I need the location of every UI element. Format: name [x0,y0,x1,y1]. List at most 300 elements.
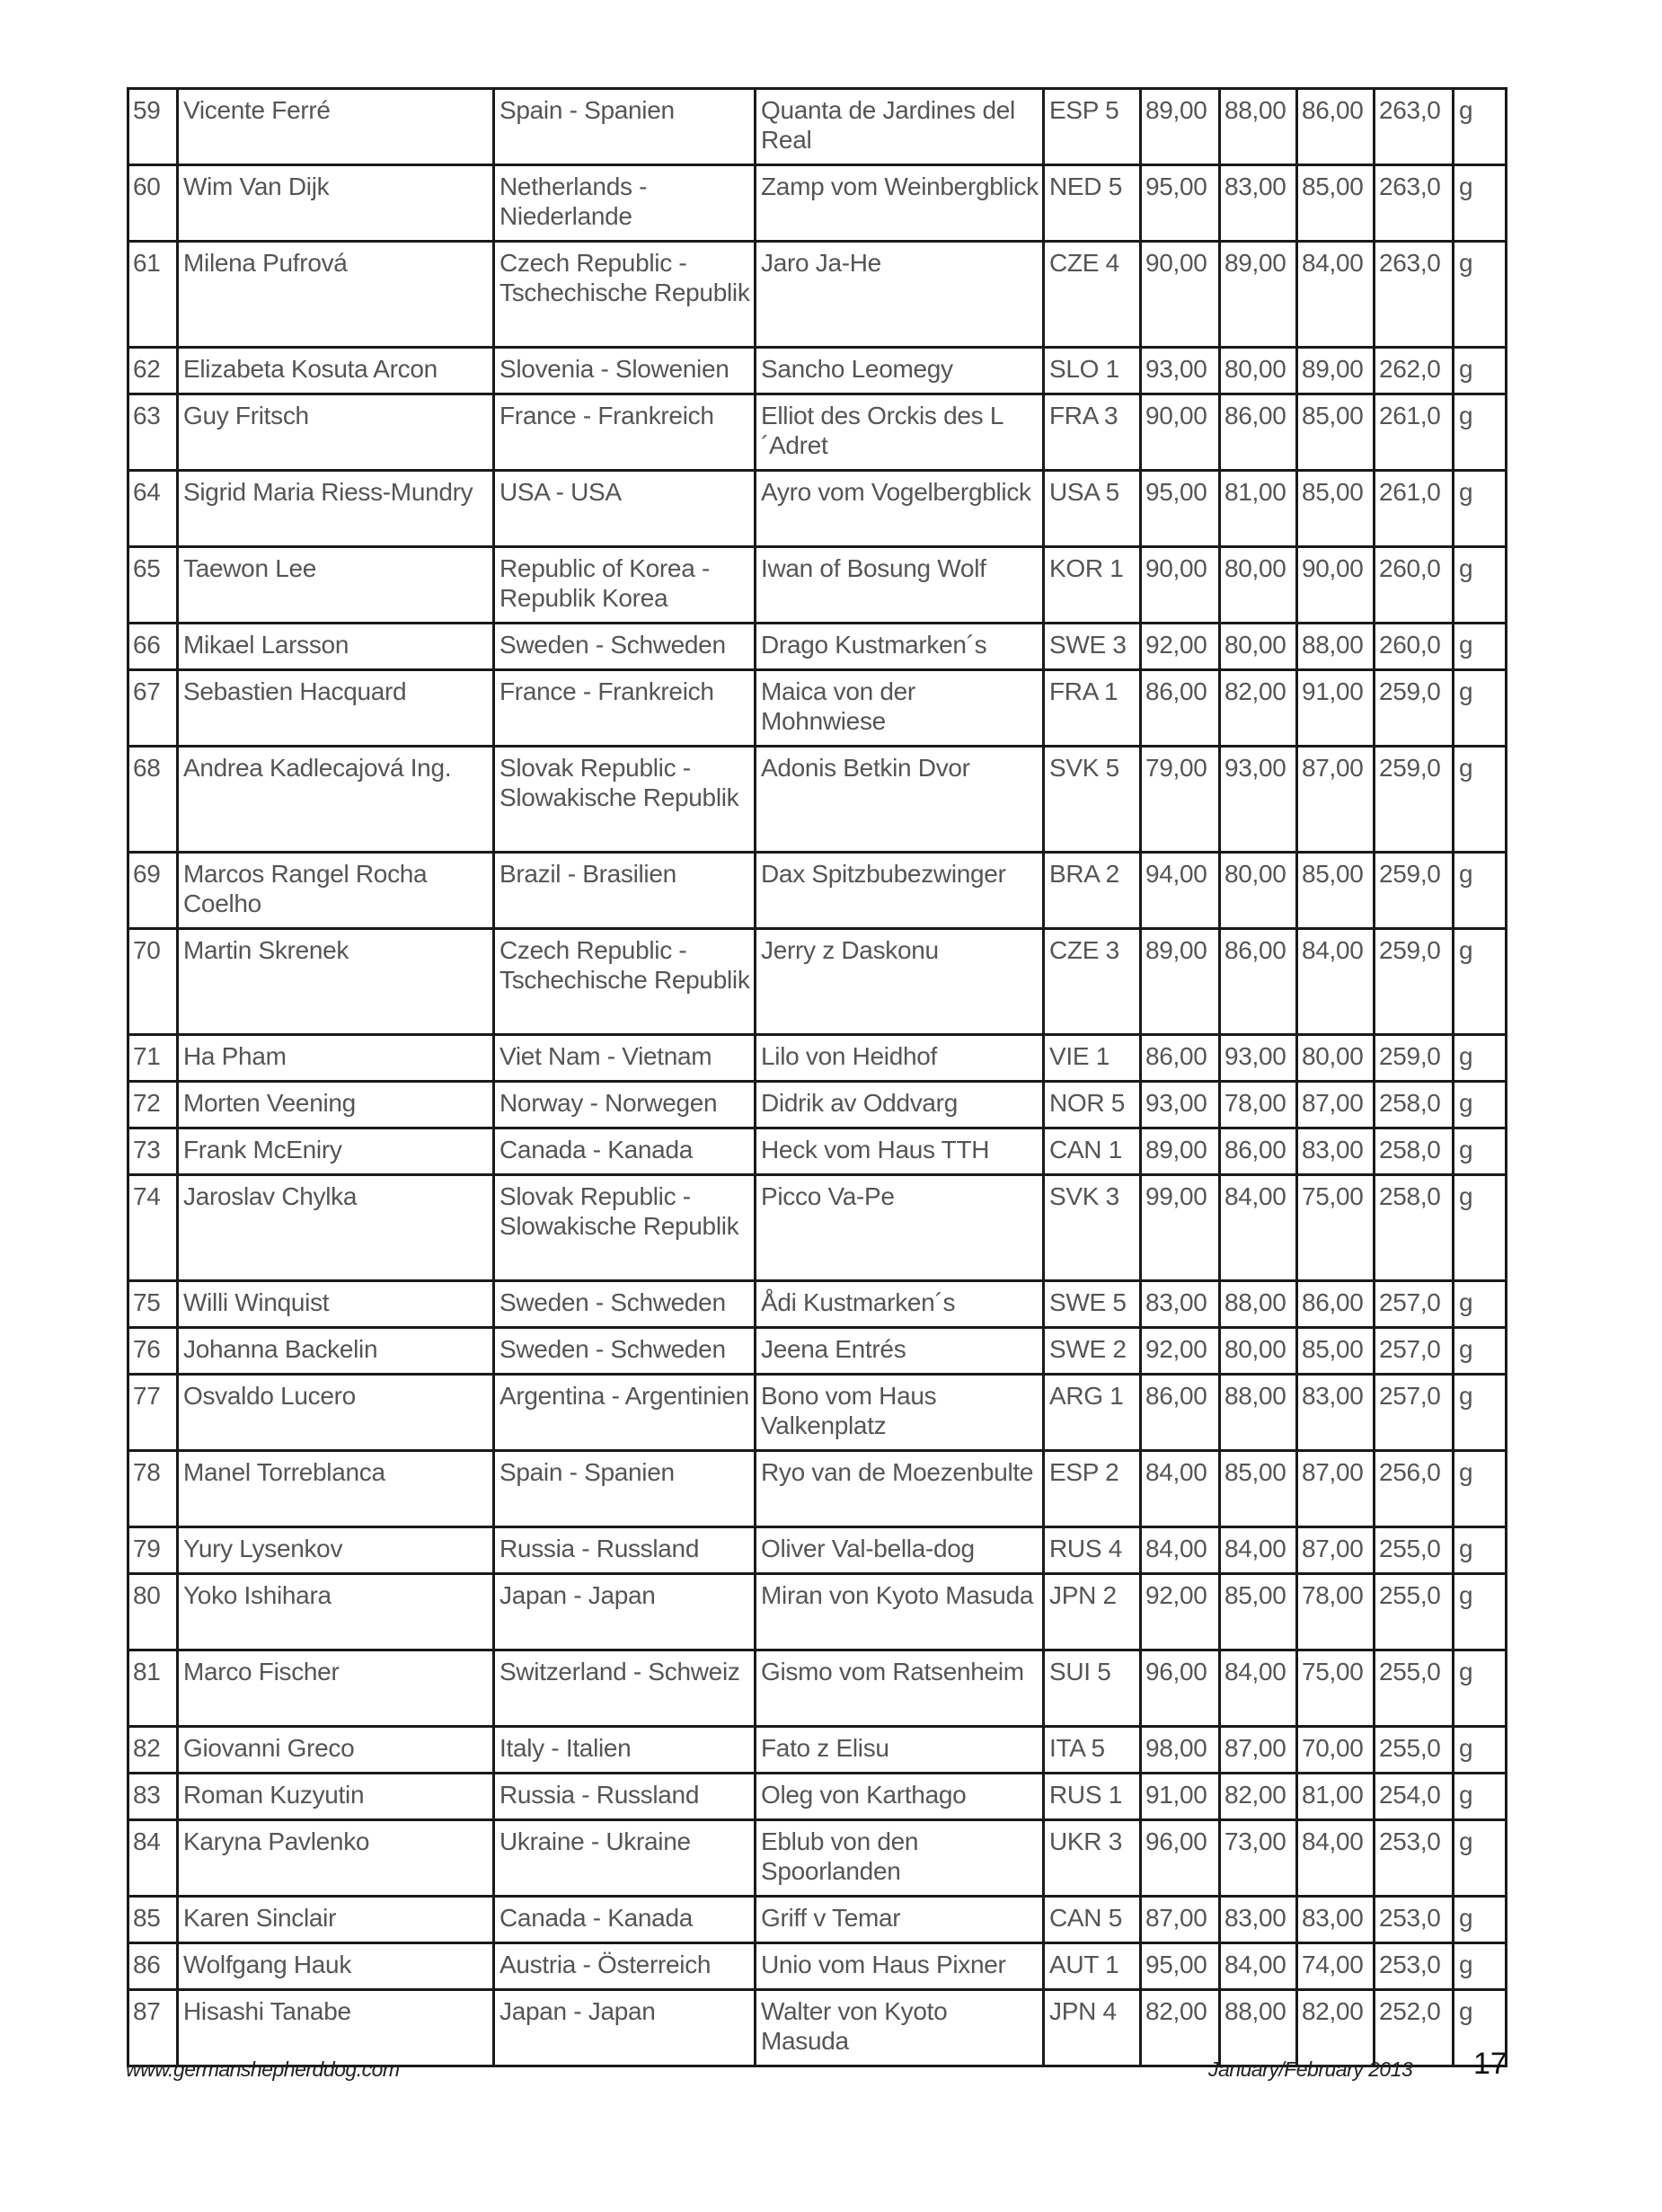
team-code-cell: FRA 1 [1044,670,1141,747]
total-score-cell: 257,0 [1375,1375,1454,1451]
score-a-cell: 84,00 [1141,1527,1220,1574]
total-score-cell: 253,0 [1375,1943,1454,1990]
country-cell: Argentina - Argentinien [494,1375,756,1451]
total-score-cell: 255,0 [1375,1650,1454,1727]
score-a-cell: 89,00 [1141,929,1220,1035]
rating-cell: g [1454,1574,1507,1650]
table-row [128,1897,1507,1943]
score-b-cell: 83,00 [1220,1897,1297,1943]
country-cell: France - Frankreich [494,394,756,471]
handler-name-cell: Milena Pufrová [178,242,494,348]
country-cell: Italy - Italien [494,1727,756,1774]
team-code-cell: SWE 3 [1044,624,1141,670]
score-b-cell: 80,00 [1220,624,1297,670]
team-code-cell: CAN 1 [1044,1128,1141,1175]
score-c-cell: 87,00 [1297,1527,1375,1574]
score-b-cell: 83,00 [1220,165,1297,242]
score-b-cell: 73,00 [1220,1820,1297,1897]
rating-cell: g [1454,348,1507,394]
score-b-cell: 85,00 [1220,1451,1297,1527]
rank-cell: 73 [128,1128,178,1175]
team-code-cell: CZE 3 [1044,929,1141,1035]
score-a-cell: 82,00 [1141,1990,1220,2066]
handler-name-cell: Yoko Ishihara [178,1574,494,1650]
country-cell: Spain - Spanien [494,1451,756,1527]
country-cell: Viet Nam - Vietnam [494,1035,756,1082]
total-score-cell: 260,0 [1375,547,1454,624]
score-c-cell: 87,00 [1297,1082,1375,1128]
total-score-cell: 255,0 [1375,1574,1454,1650]
handler-name-cell: Morten Veening [178,1082,494,1128]
table-row [128,471,1507,547]
table-row [128,394,1507,471]
score-b-cell: 82,00 [1220,670,1297,747]
dog-name-cell: Heck vom Haus TTH [756,1128,1044,1175]
team-code-cell: SWE 5 [1044,1281,1141,1328]
dog-name-cell: Griff v Temar [756,1897,1044,1943]
score-c-cell: 82,00 [1297,1990,1375,2066]
rating-cell: g [1454,1175,1507,1281]
handler-name-cell: Sebastien Hacquard [178,670,494,747]
country-cell: Russia - Russland [494,1774,756,1820]
table-row [128,929,1507,1035]
table-row [128,1943,1507,1990]
table-row [128,348,1507,394]
dog-name-cell: Ayro vom Vogelbergblick [756,471,1044,547]
total-score-cell: 259,0 [1375,853,1454,929]
team-code-cell: RUS 4 [1044,1527,1141,1574]
handler-name-cell: Marcos Rangel Rocha Coelho [178,853,494,929]
rank-cell: 74 [128,1175,178,1281]
handler-name-cell: Osvaldo Lucero [178,1375,494,1451]
total-score-cell: 258,0 [1375,1128,1454,1175]
rating-cell: g [1454,1650,1507,1727]
handler-name-cell: Andrea Kadlecajová Ing. [178,747,494,853]
rank-cell: 76 [128,1328,178,1375]
rank-cell: 79 [128,1527,178,1574]
country-cell: USA - USA [494,471,756,547]
rank-cell: 65 [128,547,178,624]
score-c-cell: 83,00 [1297,1128,1375,1175]
team-code-cell: CZE 4 [1044,242,1141,348]
rank-cell: 72 [128,1082,178,1128]
dog-name-cell: Zamp vom Weinbergblick [756,165,1044,242]
team-code-cell: JPN 4 [1044,1990,1141,2066]
score-b-cell: 84,00 [1220,1175,1297,1281]
table-row [128,547,1507,624]
total-score-cell: 256,0 [1375,1451,1454,1527]
table-row [128,1128,1507,1175]
score-c-cell: 90,00 [1297,547,1375,624]
country-cell: Canada - Kanada [494,1128,756,1175]
team-code-cell: SVK 5 [1044,747,1141,853]
handler-name-cell: Jaroslav Chylka [178,1175,494,1281]
table-row [128,1990,1507,2066]
country-cell: Sweden - Schweden [494,1281,756,1328]
score-a-cell: 93,00 [1141,348,1220,394]
score-c-cell: 83,00 [1297,1897,1375,1943]
dog-name-cell: Fato z Elisu [756,1727,1044,1774]
score-a-cell: 93,00 [1141,1082,1220,1128]
table-row [128,624,1507,670]
score-b-cell: 86,00 [1220,394,1297,471]
score-c-cell: 78,00 [1297,1574,1375,1650]
score-a-cell: 99,00 [1141,1175,1220,1281]
rank-cell: 62 [128,348,178,394]
rank-cell: 85 [128,1897,178,1943]
country-cell: Spain - Spanien [494,89,756,165]
score-c-cell: 87,00 [1297,1451,1375,1527]
score-b-cell: 80,00 [1220,547,1297,624]
team-code-cell: SLO 1 [1044,348,1141,394]
rank-cell: 64 [128,471,178,547]
rank-cell: 61 [128,242,178,348]
table-row [128,670,1507,747]
score-b-cell: 80,00 [1220,348,1297,394]
score-b-cell: 88,00 [1220,1990,1297,2066]
handler-name-cell: Guy Fritsch [178,394,494,471]
total-score-cell: 263,0 [1375,242,1454,348]
table-row [128,1375,1507,1451]
team-code-cell: FRA 3 [1044,394,1141,471]
footer-website: www.germanshepherddog.com [126,2057,400,2081]
score-b-cell: 86,00 [1220,929,1297,1035]
score-c-cell: 88,00 [1297,624,1375,670]
rank-cell: 60 [128,165,178,242]
team-code-cell: RUS 1 [1044,1774,1141,1820]
score-b-cell: 84,00 [1220,1527,1297,1574]
handler-name-cell: Mikael Larsson [178,624,494,670]
total-score-cell: 255,0 [1375,1727,1454,1774]
rating-cell: g [1454,853,1507,929]
total-score-cell: 253,0 [1375,1820,1454,1897]
handler-name-cell: Wolfgang Hauk [178,1943,494,1990]
score-c-cell: 91,00 [1297,670,1375,747]
rank-cell: 59 [128,89,178,165]
total-score-cell: 263,0 [1375,89,1454,165]
score-a-cell: 96,00 [1141,1820,1220,1897]
handler-name-cell: Karen Sinclair [178,1897,494,1943]
rating-cell: g [1454,1082,1507,1128]
handler-name-cell: Giovanni Greco [178,1727,494,1774]
table-row [128,165,1507,242]
dog-name-cell: Jaro Ja-He [756,242,1044,348]
rating-cell: g [1454,1943,1507,1990]
rating-cell: g [1454,747,1507,853]
country-cell: Switzerland - Schweiz [494,1650,756,1727]
score-a-cell: 89,00 [1141,1128,1220,1175]
score-b-cell: 88,00 [1220,1281,1297,1328]
country-cell: Japan - Japan [494,1990,756,2066]
score-a-cell: 90,00 [1141,394,1220,471]
rank-cell: 81 [128,1650,178,1727]
score-c-cell: 85,00 [1297,165,1375,242]
score-b-cell: 93,00 [1220,747,1297,853]
table-row [128,853,1507,929]
score-c-cell: 84,00 [1297,242,1375,348]
dog-name-cell: Lilo von Heidhof [756,1035,1044,1082]
rating-cell: g [1454,242,1507,348]
team-code-cell: ESP 5 [1044,89,1141,165]
score-c-cell: 80,00 [1297,1035,1375,1082]
rating-cell: g [1454,547,1507,624]
table-row [128,1774,1507,1820]
score-a-cell: 84,00 [1141,1451,1220,1527]
score-b-cell: 81,00 [1220,471,1297,547]
score-a-cell: 87,00 [1141,1897,1220,1943]
score-b-cell: 80,00 [1220,853,1297,929]
score-c-cell: 86,00 [1297,89,1375,165]
country-cell: Czech Republic - Tschechische Republik [494,242,756,348]
handler-name-cell: Johanna Backelin [178,1328,494,1375]
team-code-cell: AUT 1 [1044,1943,1141,1990]
total-score-cell: 254,0 [1375,1774,1454,1820]
score-a-cell: 95,00 [1141,165,1220,242]
total-score-cell: 261,0 [1375,471,1454,547]
table-row [128,1820,1507,1897]
rank-cell: 86 [128,1943,178,1990]
score-a-cell: 79,00 [1141,747,1220,853]
score-b-cell: 84,00 [1220,1943,1297,1990]
rating-cell: g [1454,165,1507,242]
country-cell: Norway - Norwegen [494,1082,756,1128]
handler-name-cell: Vicente Ferré [178,89,494,165]
score-a-cell: 83,00 [1141,1281,1220,1328]
rank-cell: 83 [128,1774,178,1820]
rating-cell: g [1454,1128,1507,1175]
rank-cell: 67 [128,670,178,747]
score-b-cell: 93,00 [1220,1035,1297,1082]
total-score-cell: 259,0 [1375,747,1454,853]
rank-cell: 78 [128,1451,178,1527]
score-b-cell: 78,00 [1220,1082,1297,1128]
handler-name-cell: Hisashi Tanabe [178,1990,494,2066]
score-b-cell: 85,00 [1220,1574,1297,1650]
country-cell: France - Frankreich [494,670,756,747]
country-cell: Sweden - Schweden [494,624,756,670]
handler-name-cell: Frank McEniry [178,1128,494,1175]
handler-name-cell: Wim Van Dijk [178,165,494,242]
rating-cell: g [1454,1328,1507,1375]
rating-cell: g [1454,1727,1507,1774]
country-cell: Russia - Russland [494,1527,756,1574]
country-cell: Slovak Republic - Slowakische Republik [494,1175,756,1281]
score-c-cell: 83,00 [1297,1375,1375,1451]
dog-name-cell: Unio vom Haus Pixner [756,1943,1044,1990]
total-score-cell: 258,0 [1375,1175,1454,1281]
score-c-cell: 75,00 [1297,1175,1375,1281]
score-a-cell: 92,00 [1141,1328,1220,1375]
score-a-cell: 96,00 [1141,1650,1220,1727]
score-b-cell: 86,00 [1220,1128,1297,1175]
country-cell: Slovenia - Slowenien [494,348,756,394]
results-table-body [128,89,1507,2066]
dog-name-cell: Walter von Kyoto Masuda [756,1990,1044,2066]
handler-name-cell: Ha Pham [178,1035,494,1082]
dog-name-cell: Oliver Val-bella-dog [756,1527,1044,1574]
rating-cell: g [1454,1375,1507,1451]
dog-name-cell: Quanta de Jardines del Real [756,89,1044,165]
rating-cell: g [1454,1990,1507,2066]
rating-cell: g [1454,394,1507,471]
dog-name-cell: Drago Kustmarken´s [756,624,1044,670]
dog-name-cell: Maica von der Mohnwiese [756,670,1044,747]
total-score-cell: 259,0 [1375,670,1454,747]
total-score-cell: 261,0 [1375,394,1454,471]
rating-cell: g [1454,1820,1507,1897]
dog-name-cell: Picco Va-Pe [756,1175,1044,1281]
total-score-cell: 260,0 [1375,624,1454,670]
total-score-cell: 257,0 [1375,1281,1454,1328]
score-a-cell: 94,00 [1141,853,1220,929]
dog-name-cell: Jeena Entrés [756,1328,1044,1375]
score-a-cell: 86,00 [1141,1375,1220,1451]
rating-cell: g [1454,1035,1507,1082]
table-row [128,1527,1507,1574]
score-a-cell: 91,00 [1141,1774,1220,1820]
country-cell: Austria - Österreich [494,1943,756,1990]
handler-name-cell: Martin Skrenek [178,929,494,1035]
country-cell: Ukraine - Ukraine [494,1820,756,1897]
table-row [128,1451,1507,1527]
total-score-cell: 259,0 [1375,1035,1454,1082]
score-b-cell: 87,00 [1220,1727,1297,1774]
handler-name-cell: Taewon Lee [178,547,494,624]
score-c-cell: 89,00 [1297,348,1375,394]
country-cell: Czech Republic - Tschechische Republik [494,929,756,1035]
dog-name-cell: Iwan of Bosung Wolf [756,547,1044,624]
country-cell: Japan - Japan [494,1574,756,1650]
team-code-cell: VIE 1 [1044,1035,1141,1082]
page-number: 17 [1473,2047,1507,2081]
score-b-cell: 89,00 [1220,242,1297,348]
rank-cell: 68 [128,747,178,853]
rating-cell: g [1454,929,1507,1035]
score-a-cell: 95,00 [1141,471,1220,547]
score-b-cell: 80,00 [1220,1328,1297,1375]
score-b-cell: 88,00 [1220,89,1297,165]
handler-name-cell: Roman Kuzyutin [178,1774,494,1820]
rating-cell: g [1454,471,1507,547]
rank-cell: 69 [128,853,178,929]
table-row [128,1727,1507,1774]
results-table [127,87,1507,2067]
score-c-cell: 85,00 [1297,1328,1375,1375]
dog-name-cell: Miran von Kyoto Masuda [756,1574,1044,1650]
country-cell: Netherlands - Niederlande [494,165,756,242]
handler-name-cell: Manel Torreblanca [178,1451,494,1527]
rating-cell: g [1454,89,1507,165]
total-score-cell: 258,0 [1375,1082,1454,1128]
team-code-cell: SVK 3 [1044,1175,1141,1281]
country-cell: Republic of Korea - Republik Korea [494,547,756,624]
dog-name-cell: Dax Spitzbubezwinger [756,853,1044,929]
score-c-cell: 87,00 [1297,747,1375,853]
handler-name-cell: Elizabeta Kosuta Arcon [178,348,494,394]
footer-issue-date: January/February 2013 [1208,2057,1413,2081]
team-code-cell: ESP 2 [1044,1451,1141,1527]
team-code-cell: NED 5 [1044,165,1141,242]
country-cell: Sweden - Schweden [494,1328,756,1375]
rating-cell: g [1454,1281,1507,1328]
handler-name-cell: Karyna Pavlenko [178,1820,494,1897]
score-a-cell: 92,00 [1141,624,1220,670]
country-cell: Brazil - Brasilien [494,853,756,929]
score-c-cell: 81,00 [1297,1774,1375,1820]
table-row [128,1650,1507,1727]
score-c-cell: 84,00 [1297,929,1375,1035]
team-code-cell: SUI 5 [1044,1650,1141,1727]
table-row [128,1328,1507,1375]
total-score-cell: 253,0 [1375,1897,1454,1943]
team-code-cell: JPN 2 [1044,1574,1141,1650]
total-score-cell: 263,0 [1375,165,1454,242]
country-cell: Canada - Kanada [494,1897,756,1943]
handler-name-cell: Sigrid Maria Riess-Mundry [178,471,494,547]
team-code-cell: SWE 2 [1044,1328,1141,1375]
table-row [128,747,1507,853]
table-row [128,1281,1507,1328]
team-code-cell: ITA 5 [1044,1727,1141,1774]
score-b-cell: 82,00 [1220,1774,1297,1820]
rank-cell: 66 [128,624,178,670]
handler-name-cell: Yury Lysenkov [178,1527,494,1574]
rank-cell: 75 [128,1281,178,1328]
dog-name-cell: Oleg von Karthago [756,1774,1044,1820]
team-code-cell: ARG 1 [1044,1375,1141,1451]
rating-cell: g [1454,1451,1507,1527]
table-row [128,1175,1507,1281]
total-score-cell: 262,0 [1375,348,1454,394]
team-code-cell: NOR 5 [1044,1082,1141,1128]
rank-cell: 80 [128,1574,178,1650]
rank-cell: 63 [128,394,178,471]
dog-name-cell: Adonis Betkin Dvor [756,747,1044,853]
rating-cell: g [1454,1527,1507,1574]
table-row [128,89,1507,165]
dog-name-cell: Ryo van de Moezenbulte [756,1451,1044,1527]
dog-name-cell: Ådi Kustmarken´s [756,1281,1044,1328]
score-c-cell: 85,00 [1297,471,1375,547]
score-c-cell: 75,00 [1297,1650,1375,1727]
rating-cell: g [1454,1897,1507,1943]
rank-cell: 71 [128,1035,178,1082]
score-c-cell: 70,00 [1297,1727,1375,1774]
dog-name-cell: Gismo vom Ratsenheim [756,1650,1044,1727]
score-a-cell: 92,00 [1141,1574,1220,1650]
rank-cell: 70 [128,929,178,1035]
dog-name-cell: Bono vom Haus Valkenplatz [756,1375,1044,1451]
table-row [128,1574,1507,1650]
score-c-cell: 85,00 [1297,394,1375,471]
total-score-cell: 257,0 [1375,1328,1454,1375]
table-row [128,1082,1507,1128]
dog-name-cell: Jerry z Daskonu [756,929,1044,1035]
rank-cell: 77 [128,1375,178,1451]
rank-cell: 84 [128,1820,178,1897]
score-a-cell: 86,00 [1141,1035,1220,1082]
team-code-cell: USA 5 [1044,471,1141,547]
dog-name-cell: Sancho Leomegy [756,348,1044,394]
score-a-cell: 98,00 [1141,1727,1220,1774]
rank-cell: 87 [128,1990,178,2066]
dog-name-cell: Eblub von den Spoorlanden [756,1820,1044,1897]
score-b-cell: 84,00 [1220,1650,1297,1727]
score-a-cell: 89,00 [1141,89,1220,165]
team-code-cell: CAN 5 [1044,1897,1141,1943]
total-score-cell: 259,0 [1375,929,1454,1035]
score-c-cell: 74,00 [1297,1943,1375,1990]
